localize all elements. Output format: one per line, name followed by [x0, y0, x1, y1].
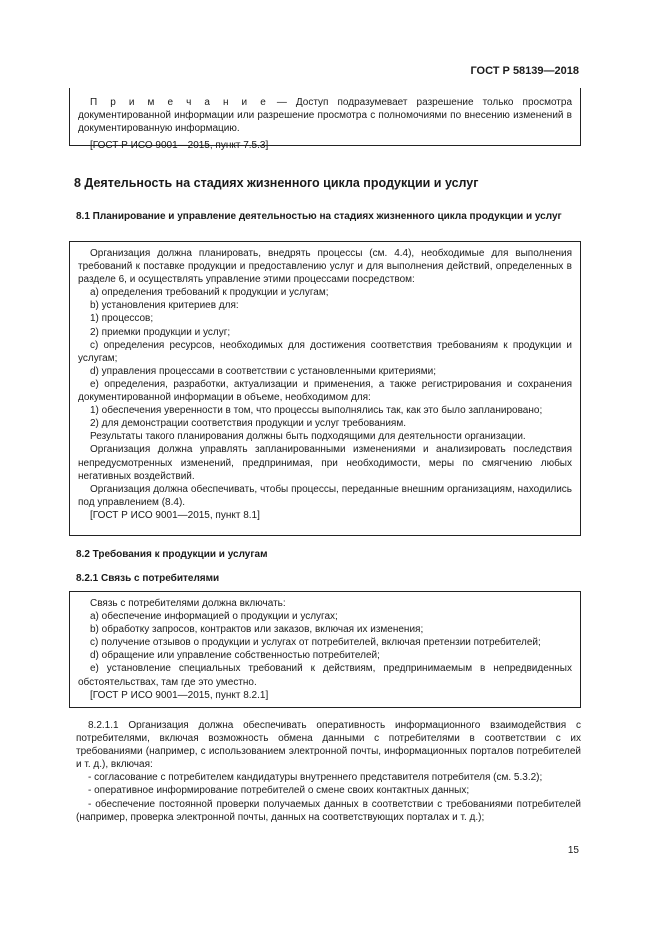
section-8-title: 8 Деятельность на стадиях жизненного цикла продукции и услуг — [74, 176, 479, 190]
note-paragraph — [78, 96, 572, 135]
box81-line: Организация должна обеспечивать, чтобы процессы, переданные внешним организациям, находились под управлением (8.4). — [78, 483, 572, 508]
box81-reference: [ГОСТ Р ИСО 9001—2015, пункт 8.1] — [90, 509, 260, 521]
body-paragraph: 8.2.1.1 Организация должна обеспечивать оперативность информационного взаимодействия с потребителями, включая возможность обмена данными с потребителями в соответствии с их требованиями (например, с использованием электронной почты, информационных порталов потребителей и т. д.), включая: — [76, 720, 581, 771]
box81-line: a) определения требований к продукции и услугам; — [90, 287, 329, 299]
box81-line: 1) процессов; — [90, 313, 154, 325]
box821-line: Связь с потребителями должна включать: — [90, 598, 286, 609]
section-8-2-1-1-body — [76, 719, 581, 824]
note-label: П р и м е ч а н и е — [90, 97, 268, 108]
box81-line: c) определения ресурсов, необходимых для достижения соответствия требованиям к продукции и услугам; — [78, 339, 572, 364]
section-8-2-title: 8.2 Требования к продукции и услугам — [76, 549, 268, 560]
note-box — [69, 88, 581, 152]
body-dash-item: - обеспечение постоянной проверки получаемых данных в соответствии с требованиями потребителей (например, проверка электронной почты, данных на соответствующих порталах и т. д.); — [76, 798, 581, 823]
box821-line: e) установление специальных требований к действиям, предпринимаемым в непредвиденных обстоятельствах, там где это уместно. — [78, 663, 572, 688]
box81-line: d) управления процессами в соответствии с установленными критериями; — [90, 365, 437, 377]
note-text: — Доступ подразумевает разрешение только просмотра документированной информации или разрешение просмотра с полномочиями по внесению изменений в документированную информацию. — [78, 97, 573, 135]
page-number: 15 — [567, 845, 579, 856]
box821-line: d) обращение или управление собственностью потребителей; — [90, 650, 380, 662]
section-8-1-title: 8.1 Планирование и управление деятельностью на стадиях жизненного цикла продукции и услуг — [76, 211, 562, 222]
box81-line: 2) для демонстрации соответствия продукции и услуг требованиям. — [90, 418, 406, 430]
box821-line: b) обработку запросов, контрактов или заказов, включая их изменения; — [90, 624, 424, 636]
box81-line: 2) приемки продукции и услуг; — [90, 326, 231, 338]
box81-line: e) определения, разработки, актуализации и применения, а также регистрирования и сохранения документированной информации в объеме, необходимом для: — [78, 378, 572, 404]
document-header: ГОСТ Р 58139—2018 — [470, 65, 579, 77]
quote-box-8-1 — [69, 241, 581, 536]
body-dash-item: - оперативное информирование потребителей о смене своих контактных данных; — [88, 785, 470, 797]
box821-line: a) обеспечение информацией о продукции и услугах; — [90, 611, 338, 623]
box81-line: 1) обеспечения уверенности в том, что процессы выполнялись так, как это было запланировано; — [90, 405, 543, 417]
box81-line: b) установления критериев для: — [90, 300, 239, 312]
box821-line: c) получение отзывов о продукции и услугах от потребителей, включая претензии потребителей; — [90, 637, 541, 649]
box81-line: Организация должна планировать, внедрять процессы (см. 4.4), необходимые для выполнения требований к поставке продукции и предоставлению услуг и для выполнения действий, определенных в разделе 6, и осуществлять управление этими процессами посредством: — [78, 248, 572, 286]
box81-line: Организация должна управлять запланированными изменениями и анализировать последствия непредусмотренных изменений, предпринимая, при необходимости, меры по смягчению любых негативных воздействий. — [78, 444, 572, 482]
note-reference: [ГОСТ Р ИСО 9001—2015, пункт 7.5.3] — [90, 140, 269, 152]
box81-line: Результаты такого планирования должны быть подходящими для деятельности организации. — [90, 431, 526, 443]
box821-reference: [ГОСТ Р ИСО 9001—2015, пункт 8.2.1] — [90, 689, 269, 701]
section-8-2-1-title: 8.2.1 Связь с потребителями — [76, 573, 220, 584]
body-dash-item: - согласование с потребителем кандидатуры внутреннего представителя потребителя (см. 5.3.2); — [88, 772, 543, 784]
quote-box-8-2-1 — [69, 591, 581, 708]
